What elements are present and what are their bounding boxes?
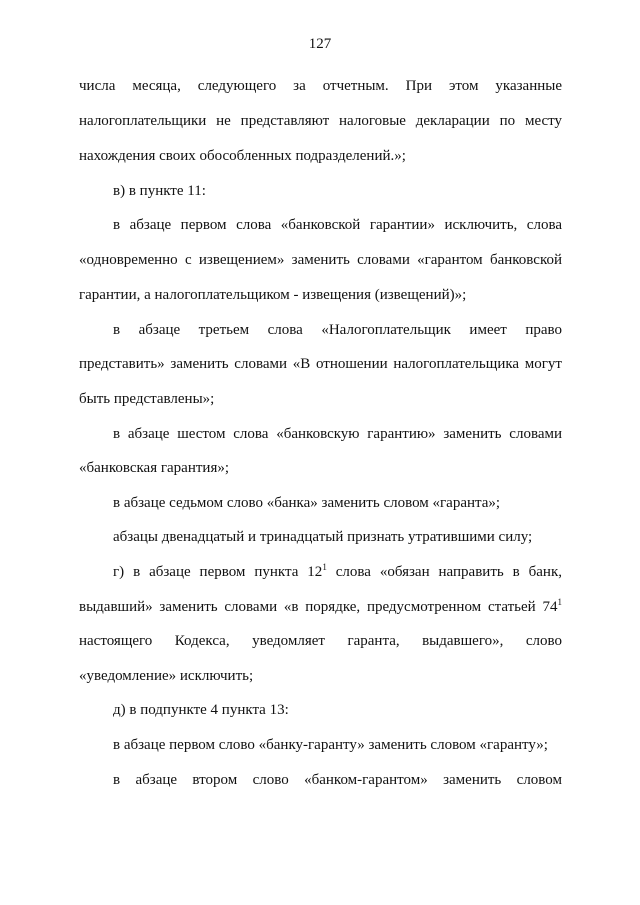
text-line: в абзаце третьем слова «Налогоплательщик имеет право (113, 322, 562, 338)
text-line: гарантии, а налогоплательщиком - извещения (извещений)»; (79, 287, 467, 303)
text-line: представить» заменить словами «В отношении налогоплательщика могут (79, 356, 562, 372)
text-segment: слова «обязан направить в банк, (335, 564, 562, 580)
text-segment: г) в абзаце первом пункта 12 (113, 564, 323, 580)
text-line: «уведомление» исключить; (79, 668, 254, 684)
text-line: в абзаце седьмом слово «банка» заменить словом «гаранта»; (113, 495, 501, 511)
superscript: 1 (322, 562, 327, 572)
text-line: числа месяца, следующего за отчетным. При этом указанные (79, 78, 562, 94)
text-line: в абзаце шестом слова «банковскую гарантию» заменить словами (113, 426, 562, 442)
text-line: в абзаце втором слово «банком-гарантом» заменить словом (113, 772, 562, 788)
text-line: «одновременно с извещением» заменить словами «гарантом банковской (79, 252, 562, 268)
page-number: 127 (308, 36, 332, 52)
text-line-with-superscript (79, 597, 562, 617)
text-line: быть представлены»; (79, 391, 215, 407)
text-line-with-superscript (113, 562, 562, 582)
text-line: нахождения своих обособленных подразделений.»; (79, 148, 406, 164)
text-line: абзацы двенадцатый и тринадцатый признать утратившими силу; (113, 529, 533, 545)
superscript: 1 (557, 597, 562, 607)
text-line: в) в пункте 11: (113, 183, 206, 199)
text-line: настоящего Кодекса, уведомляет гаранта, выдавшего», слово (79, 633, 562, 649)
text-line: «банковская гарантия»; (79, 460, 230, 476)
text-segment: выдавший» заменить словами «в порядке, предусмотренном статьей 74 (79, 599, 558, 615)
text-line: д) в подпункте 4 пункта 13: (113, 702, 289, 718)
text-line: в абзаце первом слова «банковской гарантии» исключить, слова (113, 217, 562, 233)
text-line: в абзаце первом слово «банку-гаранту» заменить словом «гаранту»; (113, 737, 548, 753)
text-line: налогоплательщики не представляют налоговые декларации по месту (79, 113, 562, 129)
